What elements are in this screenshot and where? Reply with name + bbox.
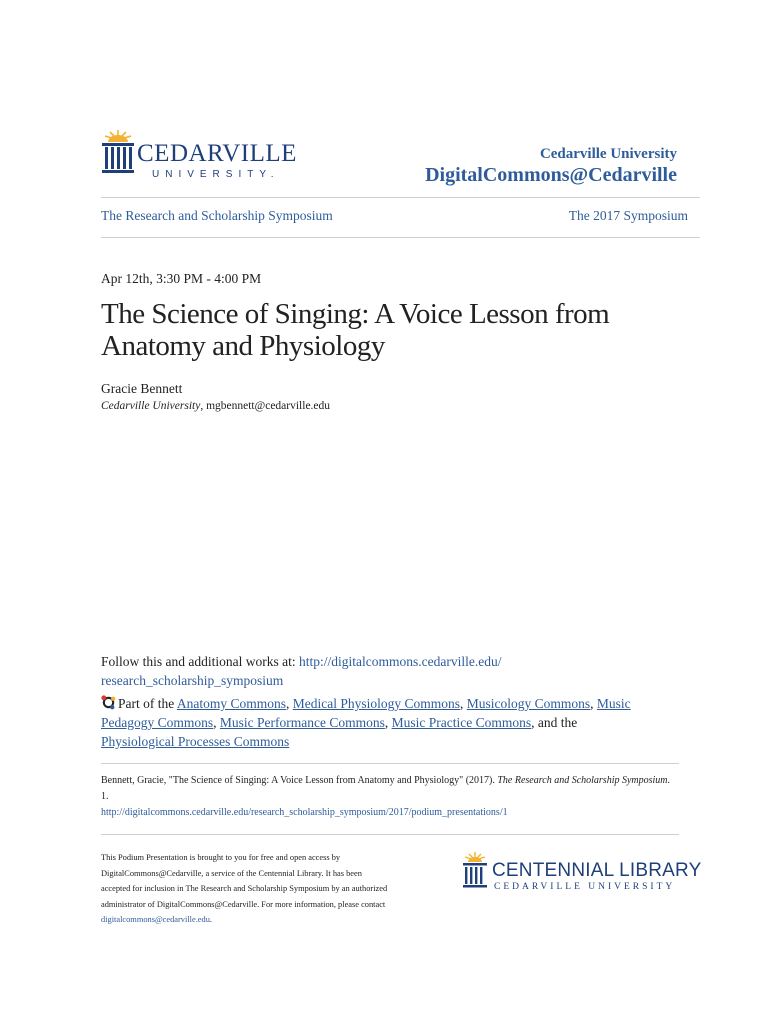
physiological-processes-commons-link[interactable]: Physiological Processes Commons [101, 734, 290, 749]
library-subtitle: CEDARVILLE UNIVERSITY [494, 882, 676, 892]
affiliation-institution: Cedarville University [101, 400, 201, 412]
series-link[interactable]: The Research and Scholarship Symposium [101, 208, 333, 223]
author-name: Gracie Bennett [101, 381, 183, 396]
notice-text: This Podium Presentation is brought to you for free and open access by DigitalCommons@Cedarville, a service of the Centennial Library. It has been accepted for inclusion in The Research and Scholarship Symposium by an authorized administrator of DigitalCommons@Cedarville. For more information, please contact [101, 853, 388, 909]
citation-text: Bennett, Gracie, "The Science of Singing: A Voice Lesson from Anatomy and Physiology" (2017). [101, 775, 498, 786]
separator: , [213, 715, 220, 730]
follow-url-line2[interactable]: research_scholarship_symposium [101, 673, 284, 688]
music-performance-commons-link[interactable]: Music Performance Commons [219, 715, 385, 730]
event-date: Apr 12th, 3:30 PM - 4:00 PM [101, 271, 262, 286]
author-affiliation [101, 400, 330, 412]
citation-journal: The Research and Scholarship Symposium [497, 775, 668, 786]
centennial-library-logo[interactable] [462, 852, 702, 896]
nav-divider [101, 237, 700, 238]
separator: , [460, 696, 467, 711]
anatomy-commons-link[interactable]: Anatomy Commons [176, 696, 287, 711]
notice-end: . [209, 915, 212, 924]
university-link[interactable]: Cedarville University [539, 146, 677, 162]
pillars-sun-icon [100, 130, 136, 182]
citation-url[interactable]: http://digitalcommons.cedarville.edu/research_scholarship_symposium/2017/podium_presentations/1 [101, 807, 508, 818]
notice-divider [101, 834, 679, 835]
header-divider [101, 197, 700, 198]
logo-wordmark: CEDARVILLE [137, 140, 297, 167]
repository-header [425, 146, 677, 187]
separator: , [384, 715, 392, 730]
follow-works [101, 652, 661, 690]
citation-divider [101, 763, 679, 764]
logo-subtitle: UNIVERSITY. [152, 169, 280, 180]
contact-email-link[interactable]: digitalcommons@cedarville.edu [101, 915, 210, 924]
citation-suffix: . 1. [101, 775, 671, 802]
network-commons-icon [101, 695, 116, 710]
library-pillars-icon [462, 852, 488, 892]
part-of-commons [101, 694, 676, 751]
part-of-prefix: Part of the [118, 696, 177, 711]
cedarville-university-logo[interactable] [100, 126, 320, 186]
separator: , [590, 696, 597, 711]
music-pedagogy-commons-link[interactable]: Music Pedagogy Commons [101, 696, 631, 730]
paper-title: The Science of Singing: A Voice Lesson from Anatomy and Physiology [101, 298, 610, 362]
separator: , [286, 696, 293, 711]
medical-physiology-commons-link[interactable]: Medical Physiology Commons [292, 696, 461, 711]
library-name: CENTENNIAL LIBRARY [492, 860, 702, 881]
digital-commons-link[interactable]: DigitalCommons@Cedarville [425, 164, 677, 186]
musicology-commons-link[interactable]: Musicology Commons [466, 696, 591, 711]
author-email: , mgbennett@cedarville.edu [200, 400, 331, 412]
access-notice [101, 850, 391, 928]
event-link[interactable]: The 2017 Symposium [568, 208, 688, 223]
follow-url-line1[interactable]: http://digitalcommons.cedarville.edu/ [299, 654, 502, 669]
and-the-text: , and the [531, 715, 578, 730]
music-practice-commons-link[interactable]: Music Practice Commons [391, 715, 532, 730]
citation-block [101, 773, 671, 821]
follow-label: Follow this and additional works at: [101, 654, 299, 669]
